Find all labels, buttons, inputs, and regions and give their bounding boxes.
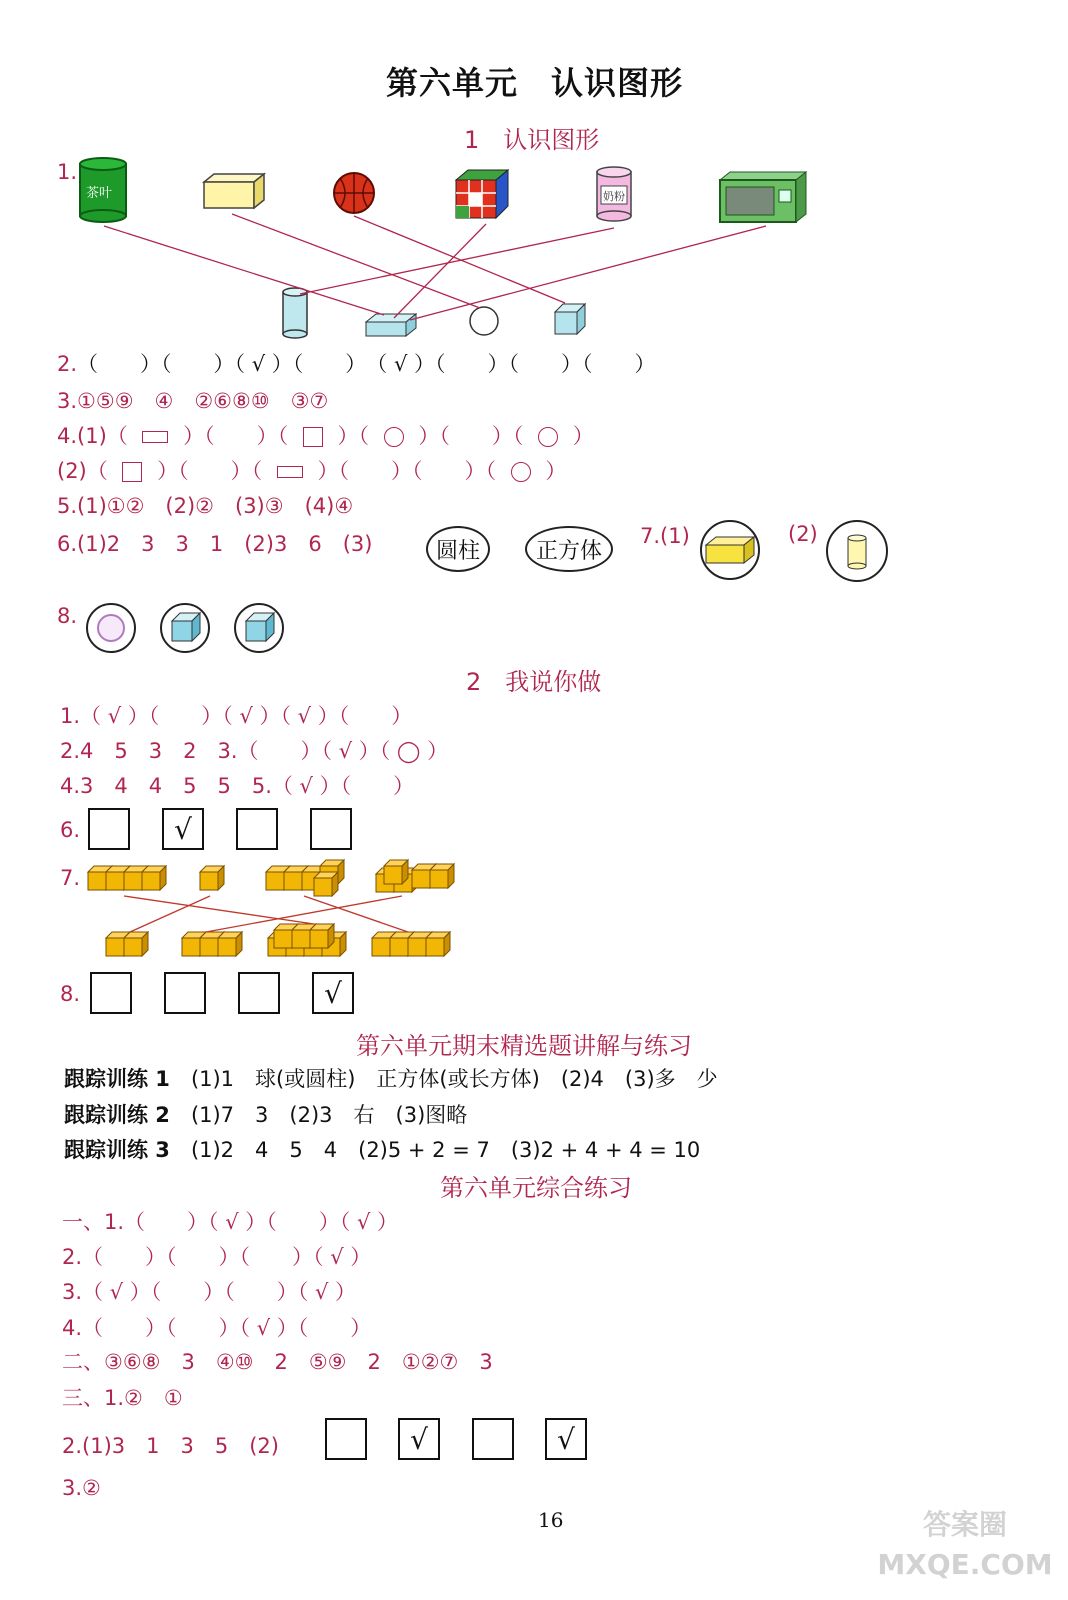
rubiks-cube-icon	[456, 170, 508, 218]
q1-number: 1.	[57, 160, 78, 184]
answer-box	[88, 808, 130, 850]
cube-icon	[234, 603, 284, 653]
rectangle-icon	[142, 431, 168, 443]
match-line	[124, 896, 314, 924]
s1-q4a: 4.(1)（ ）（ ）（ ）（ ）（ ）（ ）	[57, 424, 594, 448]
cube-icon	[160, 603, 210, 653]
cube-icon	[555, 304, 585, 334]
q2-answers: （ ）（ ）（ √ ）（ ） （ √ ）（ ）（ ）（ ）	[77, 352, 656, 376]
match-line	[130, 896, 210, 932]
block-group-stacked	[376, 860, 454, 892]
circle-icon	[538, 427, 558, 447]
training-3: 跟踪训练 3 (1)2 4 5 4 (2)5 + 2 = 7 (3)2 + 4 + 4 = 10	[64, 1138, 701, 1162]
s4-r4: 4.（ ）（ ）（ √ ）（ ）	[62, 1316, 372, 1340]
matching-figure	[0, 0, 1068, 360]
answer-box: √	[312, 972, 354, 1014]
matching-lines	[104, 214, 766, 320]
square-icon	[303, 427, 323, 447]
s4-r2: 2.（ ）（ ）（ ）（ √ ）	[62, 1245, 372, 1269]
circle-icon	[511, 462, 531, 482]
s1-q3: 3.①⑤⑨ ④ ②⑥⑧⑩ ③⑦	[57, 389, 329, 413]
s1-q2	[57, 348, 656, 378]
answer-box	[236, 808, 278, 850]
answer-oval-cylinder: 圆柱	[426, 526, 490, 572]
answer-box	[164, 972, 206, 1014]
match-line	[410, 226, 766, 320]
answer-box: √	[545, 1418, 587, 1460]
block-group-5-row	[372, 932, 450, 956]
answer-box: √	[162, 808, 204, 850]
cylinder-icon	[826, 520, 888, 582]
answer-box	[310, 808, 352, 850]
answer-box	[90, 972, 132, 1014]
s4-r6: 三、1.② ①	[62, 1386, 183, 1410]
s4-r3: 3.（ √ ）（ ）（ ）（ √ ）	[62, 1280, 356, 1304]
cuboid-icon	[366, 314, 416, 336]
circle-icon	[97, 614, 125, 642]
watermark-logo: 答案圈 MXQE.COM	[877, 1508, 1053, 1581]
page-title: 第六单元 认识图形	[386, 64, 684, 102]
circle-icon	[470, 307, 498, 335]
block-group-2	[106, 932, 148, 956]
s1-q6: 6.(1)2 3 3 1 (2)3 6 (3)	[57, 532, 373, 556]
cylinder-icon	[283, 288, 307, 338]
answer-box: √	[398, 1418, 440, 1460]
block-group-3	[182, 932, 242, 956]
yellow-cuboid-icon	[700, 533, 760, 573]
microwave-icon	[720, 172, 806, 222]
section-title-3: 第六单元期末精选题讲解与练习	[356, 1032, 692, 1060]
page-number: 16	[538, 1508, 564, 1532]
s2-q8: 8.	[60, 982, 81, 1006]
block-group-1	[200, 866, 224, 890]
milk-label: 奶粉	[603, 190, 625, 203]
block-group-4-row	[88, 866, 166, 890]
q2-number: 2.	[57, 352, 78, 376]
answer-box	[238, 972, 280, 1014]
s1-q4b: (2)（ ）（ ）（ ）（ ）（ ）（ ）	[57, 459, 567, 483]
match-line	[300, 228, 614, 294]
s2-q2-q3: 2.4 5 3 2 3.（ ）（ √ ）（ ◯ ）	[60, 739, 449, 763]
s2-q6: 6.	[60, 818, 81, 842]
section-title-1: 1 认识图形	[464, 126, 600, 154]
s1-q7a: 7.(1)	[640, 524, 690, 548]
s4-r7: 2.(1)3 1 3 5 (2)	[62, 1434, 279, 1458]
answer-box	[472, 1418, 514, 1460]
square-icon	[122, 462, 142, 482]
training-1: 跟踪训练 1 (1)1 球(或圆柱) 正方体(或长方体) (2)4 (3)多 少	[64, 1067, 718, 1091]
s4-r8: 3.②	[62, 1476, 101, 1500]
training-2: 跟踪训练 2 (1)7 3 (2)3 右 (3)图略	[64, 1103, 468, 1127]
eraser-box-icon	[204, 174, 264, 208]
match-line	[104, 226, 384, 315]
answer-box	[325, 1418, 367, 1460]
basketball-icon	[334, 173, 374, 213]
block-group-layered	[268, 924, 346, 956]
section-title-2: 2 我说你做	[466, 668, 602, 696]
s2-q7: 7.	[60, 866, 81, 890]
match-line	[354, 216, 565, 303]
rectangle-icon	[277, 466, 303, 478]
s1-q5: 5.(1)①② (2)② (3)③ (4)④	[57, 494, 354, 518]
circle-icon	[384, 427, 404, 447]
s1-q8: 8.	[57, 604, 78, 628]
s1-q7b: (2)	[788, 522, 818, 546]
answer-oval-cube: 正方体	[525, 526, 613, 572]
tea-label: 茶叶	[86, 186, 113, 201]
section-title-4: 第六单元综合练习	[440, 1174, 632, 1202]
block-group-l-shape	[266, 860, 344, 896]
match-line	[232, 214, 480, 308]
s2-q4-q5: 4.3 4 4 5 5 5.（ √ ）（ ）	[60, 774, 415, 798]
s2-q1: 1.（ √ ）（ ）（ √ ）（ √ ）（ ）	[60, 704, 413, 728]
s4-r5: 二、③⑥⑧ 3 ④⑩ 2 ⑤⑨ 2 ①②⑦ 3	[62, 1350, 493, 1374]
s4-r1: 一、1.（ ）（ √ ）（ ）（ √ ）	[62, 1210, 398, 1234]
block-matching-figure	[84, 860, 504, 970]
block-match-lines	[124, 896, 408, 932]
